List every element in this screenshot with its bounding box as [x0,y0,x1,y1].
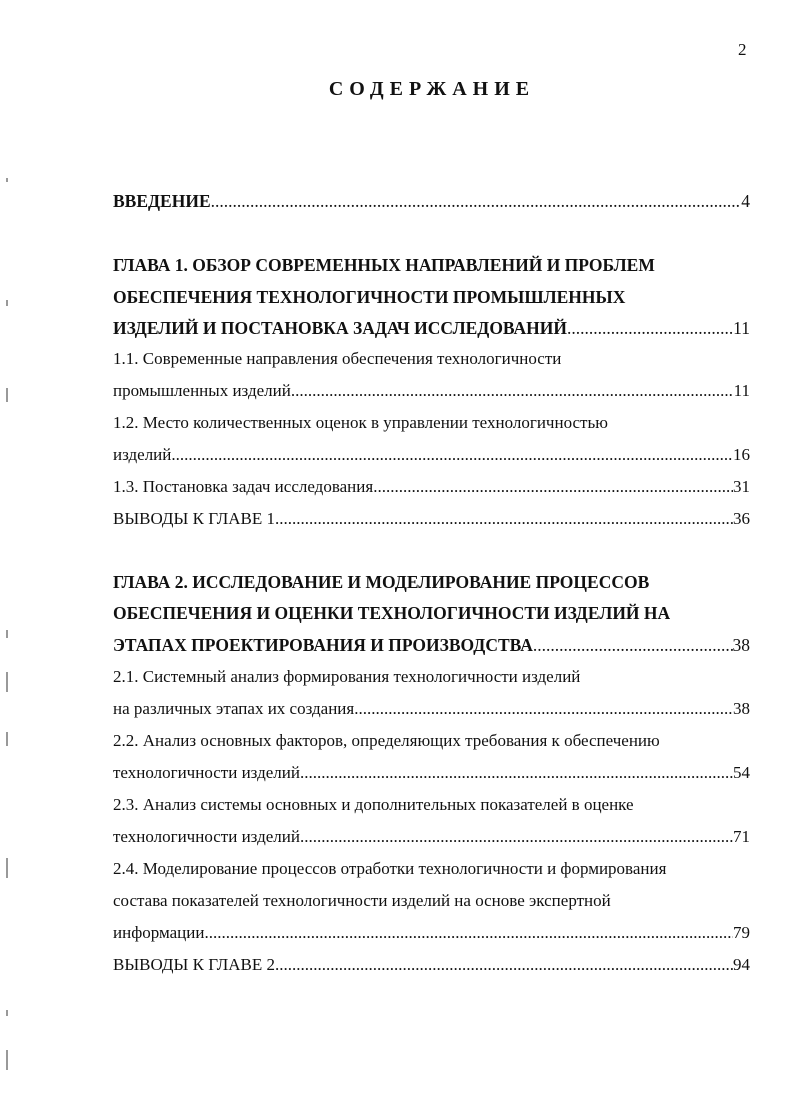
toc-entry-label: ВВЕДЕНИЕ [113,191,211,211]
toc-entry-2-4[interactable] [113,922,750,944]
section-2-3-line1: 2.3. Анализ системы основных и дополнительных показателей в оценке [113,795,634,814]
toc-entry-label: технологичности изделий [113,827,300,846]
toc-entry-1-1[interactable] [113,380,750,402]
toc-entry-label: ВЫВОДЫ К ГЛАВЕ 1 [113,509,276,528]
leader-dots [373,476,733,498]
scan-mark [6,1050,8,1070]
toc-entry-label: 1.3. Постановка задач исследования [113,477,374,496]
toc-entry-2-2[interactable] [113,762,750,784]
chapter1-heading-line1: ГЛАВА 1. ОБЗОР СОВРЕМЕННЫХ НАПРАВЛЕНИЙ И ПРОБЛЕМ [113,255,655,275]
toc-title: СОДЕРЖАНИЕ [328,78,536,100]
toc-page-number: 16 [733,445,750,464]
section-1-2-line1: 1.2. Место количественных оценок в управлении технологичностью [113,413,608,432]
leader-dots [533,634,733,656]
leader-dots [300,826,733,848]
leader-dots [275,508,733,530]
section-2-1-line1: 2.1. Системный анализ формирования технологичности изделий [113,667,581,686]
scan-mark [6,858,8,878]
leader-dots [567,317,733,339]
scan-mark [6,732,8,746]
leader-dots [354,698,733,720]
leader-dots [291,380,734,402]
leader-dots [275,954,733,976]
scan-mark [6,300,8,306]
toc-page-number: 38 [733,699,750,718]
toc-entry-label: ЭТАПАХ ПРОЕКТИРОВАНИЯ И ПРОИЗВОДСТВА [113,635,533,655]
section-2-4-line2: состава показателей технологичности изделий на основе экспертной [113,891,611,910]
toc-page-number: 54 [733,763,750,782]
section-1-1-line1: 1.1. Современные направления обеспечения технологичности [113,349,562,368]
leader-dots [171,444,733,466]
toc-page-number: 94 [733,955,750,974]
scan-mark [6,672,8,692]
toc-entry-conclusions-2[interactable] [113,954,750,976]
toc-entry-label: технологичности изделий [113,763,300,782]
toc-entry-intro[interactable] [113,190,750,212]
toc-entry-label: ИЗДЕЛИЙ И ПОСТАНОВКА ЗАДАЧ ИССЛЕДОВАНИЙ [113,318,567,338]
toc-entry-label: ВЫВОДЫ К ГЛАВЕ 2 [113,955,276,974]
chapter1-heading-line2: ОБЕСПЕЧЕНИЯ ТЕХНОЛОГИЧНОСТИ ПРОМЫШЛЕННЫХ [113,287,626,307]
toc-page-number: 71 [733,827,750,846]
toc-page-number: 11 [733,381,750,400]
toc-entry-label: на различных этапах их создания [113,699,355,718]
toc-page-number: 79 [733,923,750,942]
scan-mark [6,388,8,402]
toc-page-number: 36 [733,509,750,528]
toc-entry-label: промышленных изделий [113,381,291,400]
toc-entry-2-1[interactable] [113,698,750,720]
toc-entry-1-2[interactable] [113,444,750,466]
leader-dots [204,922,733,944]
toc-entry-chapter1[interactable] [113,317,750,339]
chapter2-heading-line1: ГЛАВА 2. ИССЛЕДОВАНИЕ И МОДЕЛИРОВАНИЕ ПРОЦЕССОВ [113,572,650,592]
toc-entry-label: изделий [113,445,172,464]
toc-entry-conclusions-1[interactable] [113,508,750,530]
leader-dots [300,762,733,784]
section-2-2-line1: 2.2. Анализ основных факторов, определяющих требования к обеспечению [113,731,660,750]
scan-mark [6,630,8,638]
toc-entry-chapter2[interactable] [113,634,750,656]
toc-page-number: 31 [733,477,750,496]
toc-entry-2-3[interactable] [113,826,750,848]
toc-page-number: 4 [741,191,750,211]
toc-entry-1-3[interactable] [113,476,750,498]
scan-mark [6,1010,8,1016]
chapter2-heading-line2: ОБЕСПЕЧЕНИЯ И ОЦЕНКИ ТЕХНОЛОГИЧНОСТИ ИЗДЕЛИЙ НА [113,603,671,623]
leader-dots [211,190,742,212]
toc-entry-label: информации [113,923,205,942]
toc-page-number: 38 [732,635,750,655]
scan-mark [6,178,8,182]
section-2-4-line1: 2.4. Моделирование процессов отработки технологичности и формирования [113,859,667,878]
toc-page-number: 11 [733,318,750,338]
page-number: 2 [738,40,747,59]
